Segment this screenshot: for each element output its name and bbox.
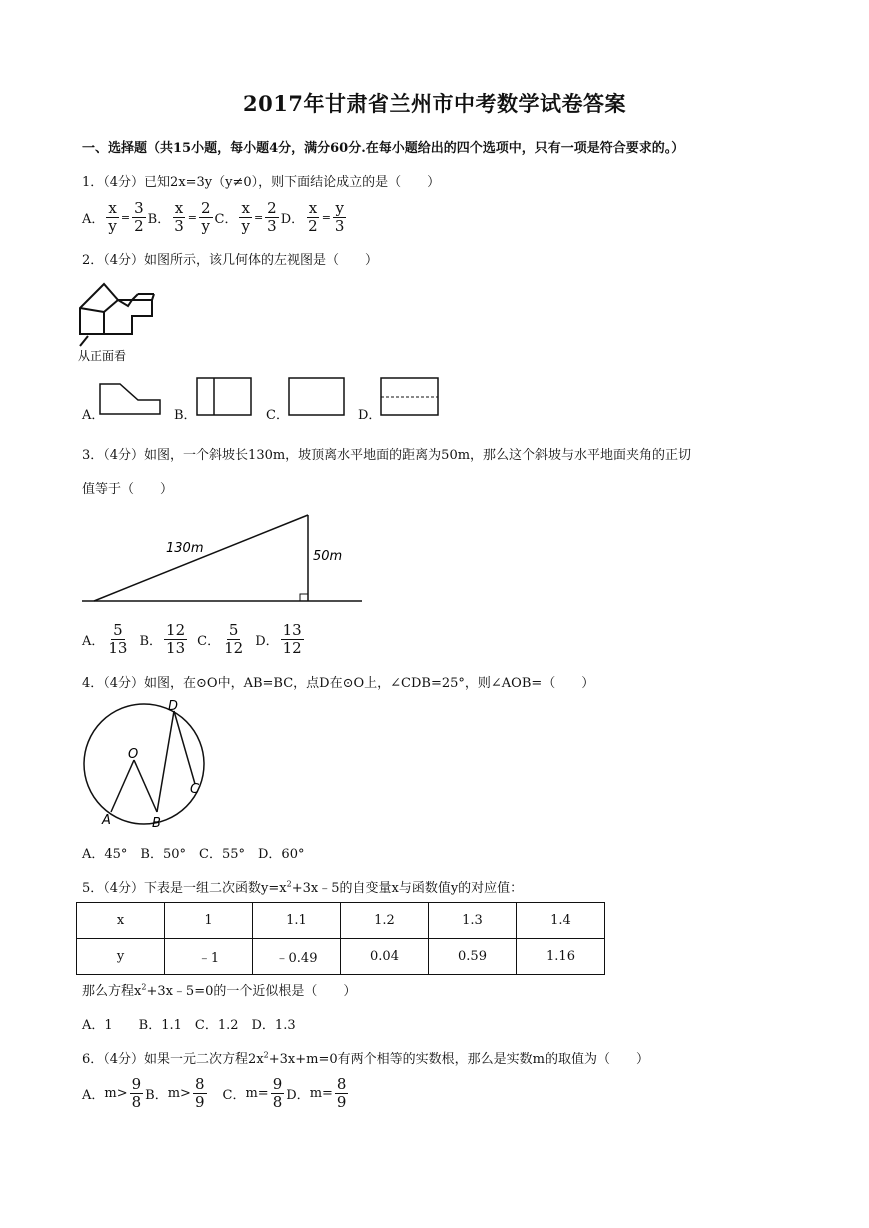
question-3-text-line1: 3．（4分）如图，一个斜坡长130m，坡顶离水平地面的距离为50m，那么这个斜坡与水平地面夹角的正切 (82, 448, 692, 463)
q6-option-c-var: m= (245, 1086, 269, 1101)
question-5-options: A．1 B．1.1 C．1.2 D．1.3 (82, 1018, 296, 1033)
q6-option-b-var: m> (167, 1086, 191, 1101)
q6-option-b-frac: $\frac{8}{9}$ (194, 1075, 205, 1111)
q6-option-c-frac: $\frac{9}{8}$ (272, 1075, 283, 1111)
q1-option-a-label: A． (82, 212, 105, 227)
q6-option-d-label: D． (286, 1088, 310, 1103)
table-cell: 0.04 (341, 939, 429, 975)
table-cell: 1.2 (341, 903, 429, 939)
q6-option-a-frac: $\frac{9}{8}$ (131, 1075, 142, 1111)
q1-option-b-frac-left: $\frac{x}{3}$ (174, 199, 184, 235)
q1-option-c-frac-right: $\frac{2}{3}$ (267, 199, 277, 235)
q1-option-d-frac-left: $\frac{x}{2}$ (308, 199, 318, 235)
q2-solid-figure (76, 276, 166, 366)
table-cell: 1.3 (429, 903, 517, 939)
q3-height-label: 50m (313, 549, 343, 564)
page-title: 2017年甘肃省兰州市中考数学试卷答案 (243, 91, 626, 116)
q1-option-d-label: D． (280, 212, 305, 227)
q3-option-a-label: A． (82, 634, 105, 649)
q6-option-a-label: A． (82, 1088, 105, 1103)
q1-option-a-frac-right: $\frac{3}{2}$ (134, 199, 144, 235)
q1-option-b-label: B． (147, 212, 171, 227)
q2-option-b-shape (196, 377, 252, 417)
q2-option-c-label: C． (266, 408, 289, 423)
q4-point-b: B (152, 816, 161, 831)
question-6-text: 6．（4分）如果一元二次方程$2x^2+3x+m=0$有两个相等的实数根，那么是实数m的取值为（ ） (82, 1050, 649, 1067)
table-row (77, 939, 605, 975)
q4-point-a: A (102, 813, 111, 828)
table-row (77, 903, 605, 939)
q4-point-c: C (190, 782, 200, 797)
table-cell: 1.4 (517, 903, 605, 939)
q2-option-d-shape (380, 377, 440, 417)
q1-option-d-frac-right: $\frac{y}{3}$ (334, 199, 345, 235)
q2-option-d-label: D． (358, 408, 382, 423)
q3-option-c-label: C． (197, 634, 221, 649)
table-cell: ﹣0.49 (253, 939, 341, 975)
q6-option-a-var: m> (104, 1086, 128, 1101)
table-cell: 1.1 (253, 903, 341, 939)
question-4-options: A．45° B．50° C．55° D．60° (82, 847, 305, 862)
q4-point-d: D (168, 699, 179, 714)
question-5-followup: 那么方程$x^2+3x﹣5=0$的一个近似根是（ ） (82, 982, 357, 999)
table-cell: ﹣1 (165, 939, 253, 975)
q3-option-b-frac: $\frac{12}{13}$ (166, 621, 186, 657)
q6-option-c-label: C． (222, 1088, 246, 1103)
question-1-text: 1．（4分）已知2x=3y（y≠0），则下面结论成立的是（ ） (82, 175, 441, 190)
q3-option-d-label: D． (255, 634, 279, 649)
q6-option-d-var: m= (309, 1086, 333, 1101)
q3-option-c-frac: $\frac{5}{12}$ (224, 621, 244, 657)
question-1-options: A． $\frac{x}{y}$ = $\frac{3}{2}$ B． $\frac{x}{3}$ = $\frac{2}{y}$ C． $\frac{x}{y}$ = $\frac{2}{3}$ D． $\frac{x}{2}$ = $\frac{y}{3}$ (82, 199, 345, 235)
q1-option-c-label: C． (214, 212, 238, 227)
table-cell: 0.59 (429, 939, 517, 975)
q2-option-c-shape (288, 377, 346, 417)
q2-view-label: 从正面看 (78, 349, 127, 363)
table-cell: x (77, 903, 165, 939)
question-2-text: 2．（4分）如图所示，该几何体的左视图是（ ） (82, 253, 379, 268)
q3-option-b-label: B． (139, 634, 163, 649)
question-6-options (82, 1076, 350, 1111)
q6-option-d-frac: $\frac{8}{9}$ (336, 1075, 347, 1111)
table-cell: 1.16 (517, 939, 605, 975)
question-4-text: 4．（4分）如图，在⊙O中，AB=BC，点D在⊙O上，∠CDB=25°，则∠AOB=（ ） (82, 676, 595, 691)
q2-option-a-shape (98, 382, 162, 416)
q1-option-c-frac-left: $\frac{x}{y}$ (241, 199, 250, 235)
q2-option-a-label: A． (82, 408, 105, 423)
q3-slope-label: 130m (166, 541, 204, 556)
q2-option-b-label: B． (174, 408, 197, 423)
section-heading: 一、选择题（共15小题，每小题4分，满分60分.在每小题给出的四个选项中，只有一项是符合要求的。） (82, 141, 685, 156)
question-3-options (82, 622, 306, 657)
table-cell: 1 (165, 903, 253, 939)
q1-option-a-frac-left: $\frac{x}{y}$ (108, 199, 117, 235)
question-3-text-line2: 值等于（ ） (82, 482, 174, 497)
q1-option-b-frac-right: $\frac{2}{y}$ (200, 199, 211, 235)
q6-option-b-label: B． (145, 1088, 168, 1103)
table-cell: y (77, 939, 165, 975)
q3-slope-figure (80, 508, 370, 608)
q3-option-a-frac: $\frac{5}{13}$ (108, 621, 128, 657)
question-5-text: 5．（4分）下表是一组二次函数$y=x^2+3x﹣5$的自变量x与函数值y的对应值： (82, 879, 524, 896)
q4-circle-figure (78, 696, 218, 832)
q4-point-o: O (128, 747, 139, 762)
q3-option-d-frac: $\frac{13}{12}$ (282, 621, 302, 657)
q5-value-table (76, 902, 605, 975)
